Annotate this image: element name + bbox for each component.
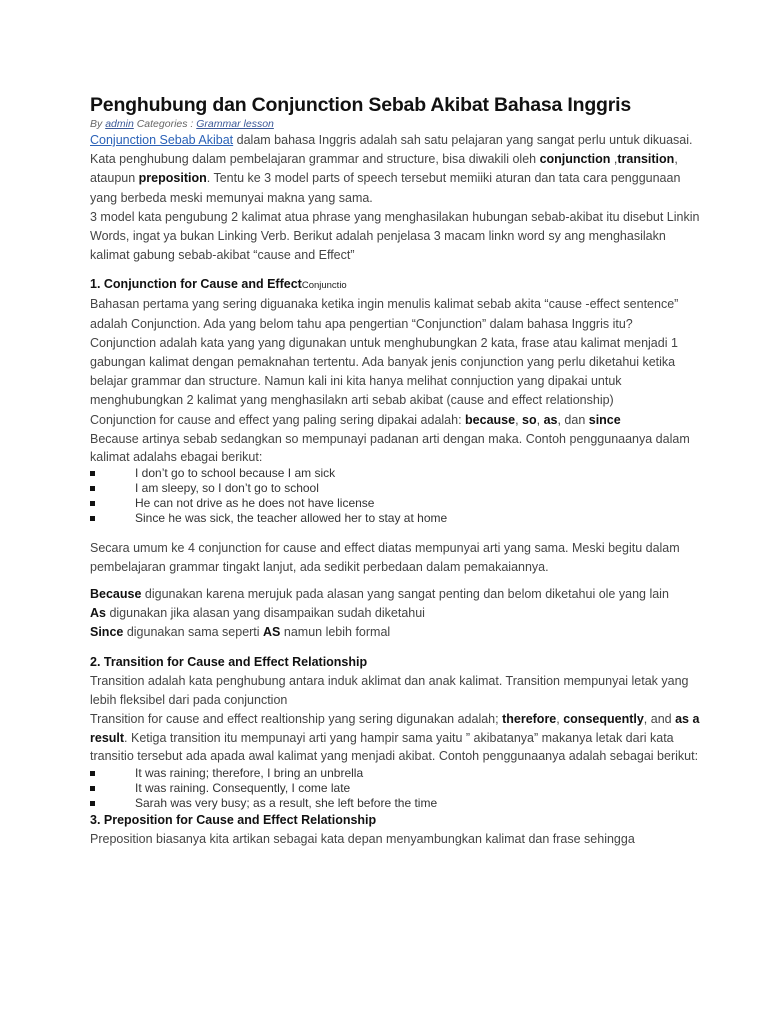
intro-paragraph-2: 3 model kata pengubung 2 kalimat atua phrase yang menghasilakan hubungan sebab-akibat itu disebut Linkin Words, ingat ya bukan Linking Verb. Berikut adalah penjelasa 3 macam linkn word sy ang menghasilakn kalimat gabung sebab-akibat “cause and Effect”: [90, 209, 700, 263]
section-1-paragraph-2: Conjunction adalah kata yang yang digunakan untuk menghubungkan 2 kata, frase atau kalimat menjadi 1 gabungan kalimat dengan pemaknahan tertentu. Ada banyak jenis conjunction yang perlu diketahui ketika belajar grammar dan structure. Namun kali ini kita hanya melihat connjuction yang dipakai untuk menghubungkan 2 kalimat yang menghasilakn arti sebab akibat (cause and effect relationship): [90, 335, 678, 408]
term-transition: transition: [617, 152, 675, 167]
list-item: Sarah was very busy; as a result, she left before the time: [90, 796, 700, 811]
section-1-paragraph-1: Bahasan pertama yang sering diguanaka ketika ingin menulis kalimat sebab akita “cause -effect sentence” adalah Conjunction. Ada yang belom tahu apa pengertian “Conjunction” dalam bahasa Inggris itu?: [90, 297, 679, 331]
list-item: Since he was sick, the teacher allowed her to stay at home: [90, 511, 700, 526]
section-1-paragraph-3: Conjunction for cause and effect yang paling sering dipakai adalah: because, so, as, dan since: [90, 412, 621, 427]
section-1-paragraph-4: Because artinya sebab sedangkan so mempunayi padanan arti dengan maka. Contoh penggunaanya dalam kalimat adalahs ebagai berikut:: [90, 431, 690, 464]
conjunction-examples: [90, 466, 700, 527]
term-conjunction: conjunction: [539, 152, 611, 167]
intro-link[interactable]: Conjunction Sebab Akibat: [90, 133, 234, 147]
page-title: Penghubung dan Conjunction Sebab Akibat Bahasa Inggris: [90, 94, 632, 116]
author-link[interactable]: admin: [105, 118, 134, 130]
because-definition: Because digunakan karena merujuk pada alasan yang sangat penting dan belom diketahui ole yang lain: [90, 587, 669, 602]
list-item: It was raining. Consequently, I come late: [90, 781, 700, 796]
list-item: He can not drive as he does not have license: [90, 496, 700, 511]
by-label: By: [90, 118, 103, 130]
section-2-paragraph-1: Transition adalah kata penghubung antara induk aklimat dan anak kalimat. Transition mempunyai letak yang lebih fleksibel dari pada conjunction: [90, 673, 689, 707]
section-1-paragraph-5: Secara umum ke 4 conjunction for cause and effect diatas mempunyai arti yang sama. Meski begitu dalam pembelajaran grammar tingakt lanjut, ada sedikit perbedaan dalam pemakaiannya.: [90, 540, 680, 574]
term-because: because: [465, 412, 516, 427]
list-item: It was raining; therefore, I bring an unbrella: [90, 766, 700, 781]
section-3-paragraph-1: Preposition biasanya kita artikan sebagai kata depan menyambungkan kalimat dan frase sehingga: [90, 832, 635, 847]
term-consequently: consequently: [563, 712, 644, 727]
section-1-heading-suffix: Conjunctio: [301, 280, 347, 292]
post-meta: [90, 117, 700, 131]
term-preposition: preposition: [138, 171, 207, 186]
term-since: since: [588, 412, 621, 427]
section-2-heading: 2. Transition for Cause and Effect Relationship: [90, 654, 368, 669]
categories-label: Categories :: [136, 118, 194, 130]
term-so: so: [522, 412, 537, 427]
term-as: as: [543, 412, 558, 427]
article: [90, 92, 700, 850]
section-3-heading: 3. Preposition for Cause and Effect Relationship: [90, 813, 377, 828]
list-item: I am sleepy, so I don’t go to school: [90, 481, 700, 496]
term-therefore: therefore: [502, 712, 557, 727]
list-item: I don’t go to school because I am sick: [90, 466, 700, 481]
transition-examples: [90, 766, 700, 812]
term-as-a-result: as a result: [90, 712, 700, 745]
since-definition: Since digunakan sama seperti AS namun lebih formal: [90, 625, 391, 640]
intro-paragraph: Conjunction Sebab Akibat dalam bahasa Inggris adalah sah satu pelajaran yang sangat perlu untuk dikuasai. Kata penghubung dalam pembelajaran grammar and structure, bisa diwakili oleh conjunction ,transition, ataupun preposition. Tentu ke 3 model parts of speech tersebut memiiki aturan dan tata cara penggunaan yang berbeda meski memunyai makna yang sama.: [90, 133, 693, 205]
section-2-paragraph-2: Transition for cause and effect realtionship yang sering digunakan adalah; therefore, consequently, and as a result. Ketiga transition itu mempunayi arti yang hampir sama yaitu ” akibatanya” makanya letak dari kata transitio tersebut ada apada awal kalimat yang menjadi akibat. Contoh penggunaanya adalah sebagai berikut:: [90, 712, 700, 764]
category-link[interactable]: Grammar lesson: [196, 118, 274, 130]
as-definition: As digunakan jika alasan yang disampaikan sudah diketahui: [90, 606, 425, 621]
section-1-heading: 1. Conjunction for Cause and EffectConjunctio: [90, 277, 347, 292]
